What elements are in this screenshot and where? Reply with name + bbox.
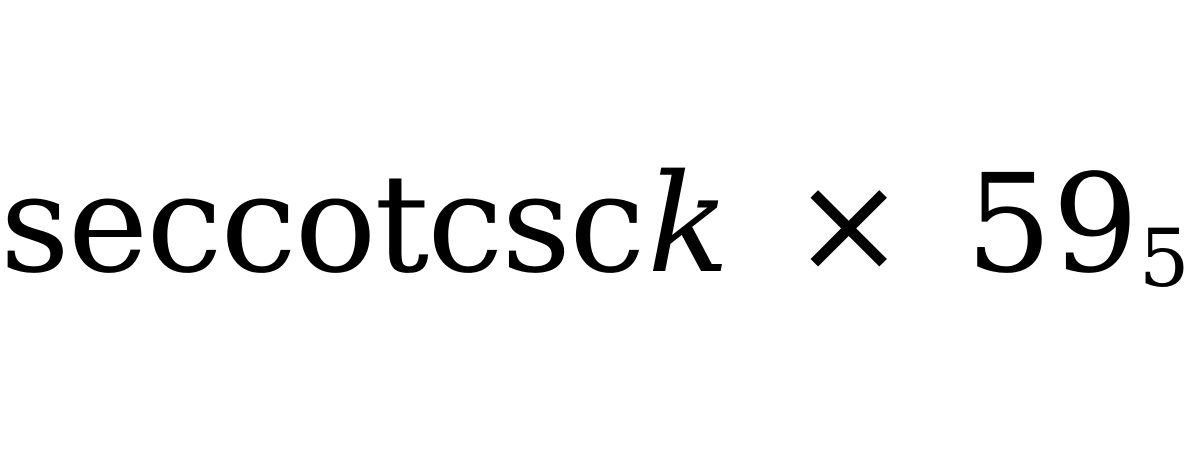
subscript-base: 5 (1138, 212, 1190, 305)
function-csc: csc (427, 146, 644, 304)
number-59: 59 (965, 146, 1139, 304)
variable-k: k (647, 146, 730, 304)
times-operator: × (791, 146, 906, 304)
function-cot: cot (220, 146, 428, 304)
function-sec: sec (0, 146, 221, 304)
